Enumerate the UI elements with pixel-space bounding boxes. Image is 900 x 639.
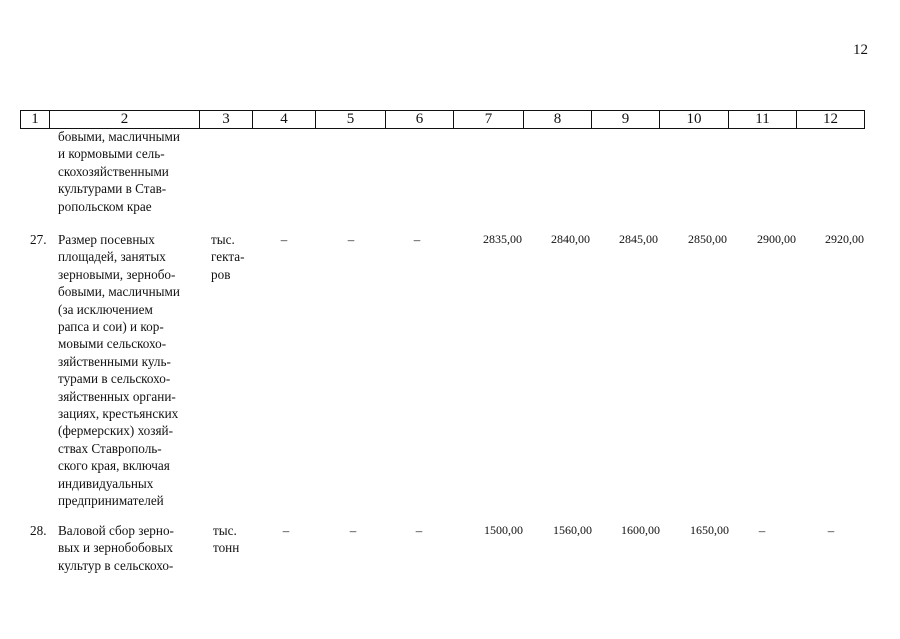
description-line: вых и зернобобовых — [58, 540, 173, 556]
header-cell: 11 — [729, 111, 797, 129]
unit-of-measure — [211, 231, 245, 283]
description-line: индивидуальных — [58, 475, 154, 491]
description-line: зерновыми, зернобо- — [58, 266, 176, 282]
value-col7: 2835,00 — [483, 232, 522, 246]
header-cell: 8 — [524, 111, 592, 129]
header-cell: 10 — [660, 111, 729, 129]
continued-row-description — [58, 128, 196, 215]
unit-line: ров — [211, 266, 231, 282]
unit-line: тыс. — [213, 523, 237, 538]
header-cell: 5 — [316, 111, 386, 129]
description-line: зяйственных органи- — [58, 388, 176, 404]
value-col6: – — [415, 523, 423, 538]
header-cell: 4 — [253, 111, 316, 129]
header-cell: 2 — [50, 111, 200, 129]
description-line: скохозяйственными — [58, 163, 169, 179]
description-line: ствах Ставрополь- — [58, 440, 162, 456]
description-line: предпринимателей — [58, 493, 164, 509]
row-number: 27. — [30, 232, 47, 247]
description-line: зяйственными куль- — [58, 353, 171, 369]
value-col4: – — [282, 523, 290, 538]
value-col8: 2840,00 — [551, 232, 590, 246]
value-col10: 2850,00 — [688, 232, 727, 246]
description-line: Размер посевных — [58, 232, 155, 247]
header-cell: 7 — [454, 111, 524, 129]
description-line: и кормовыми сель- — [58, 146, 165, 162]
value-col12: – — [827, 523, 835, 538]
unit-line: тыс. — [211, 232, 235, 247]
description-line: бовыми, масличными — [58, 284, 180, 300]
description-line: (фермерских) хозяй- — [58, 423, 173, 439]
value-col10: 1650,00 — [690, 523, 729, 537]
row-description — [58, 231, 196, 510]
header-row — [21, 111, 865, 129]
description-line: культурами в Став- — [58, 181, 167, 197]
description-line: зациях, крестьянских — [58, 406, 179, 422]
description-line: площадей, занятых — [58, 249, 166, 265]
value-col9: 1600,00 — [621, 523, 660, 537]
unit-line: тонн — [213, 540, 240, 556]
value-col7: 1500,00 — [484, 523, 523, 537]
description-line: ропольском крае — [58, 198, 152, 214]
header-cell: 1 — [21, 111, 50, 129]
value-col9: 2845,00 — [619, 232, 658, 246]
description-line: ского края, включая — [58, 458, 170, 474]
header-cell: 6 — [386, 111, 454, 129]
description-line: бовыми, масличными — [58, 129, 180, 144]
value-col11: – — [758, 523, 766, 538]
value-col5: – — [349, 523, 357, 538]
page-number: 12 — [853, 42, 868, 58]
header-cell: 9 — [592, 111, 660, 129]
header-cell: 3 — [200, 111, 253, 129]
value-col5: – — [347, 232, 355, 247]
value-col11: 2900,00 — [757, 232, 796, 246]
value-col4: – — [280, 232, 288, 247]
unit-line: гекта- — [211, 249, 245, 265]
row-number: 28. — [30, 523, 47, 538]
value-col12: 2920,00 — [825, 232, 864, 246]
value-col8: 1560,00 — [553, 523, 592, 537]
row-description — [58, 522, 196, 574]
description-line: турами в сельскохо- — [58, 371, 171, 387]
value-col6: – — [413, 232, 421, 247]
description-line: Валовой сбор зерно- — [58, 523, 174, 538]
description-line: мовыми сельскохо- — [58, 336, 167, 352]
description-line: рапса и сои) и кор- — [58, 319, 164, 335]
unit-of-measure — [213, 522, 239, 557]
description-line: культур в сельскохо- — [58, 557, 174, 573]
column-number-header — [20, 110, 865, 129]
description-line: (за исключением — [58, 301, 153, 317]
header-cell: 12 — [797, 111, 865, 129]
